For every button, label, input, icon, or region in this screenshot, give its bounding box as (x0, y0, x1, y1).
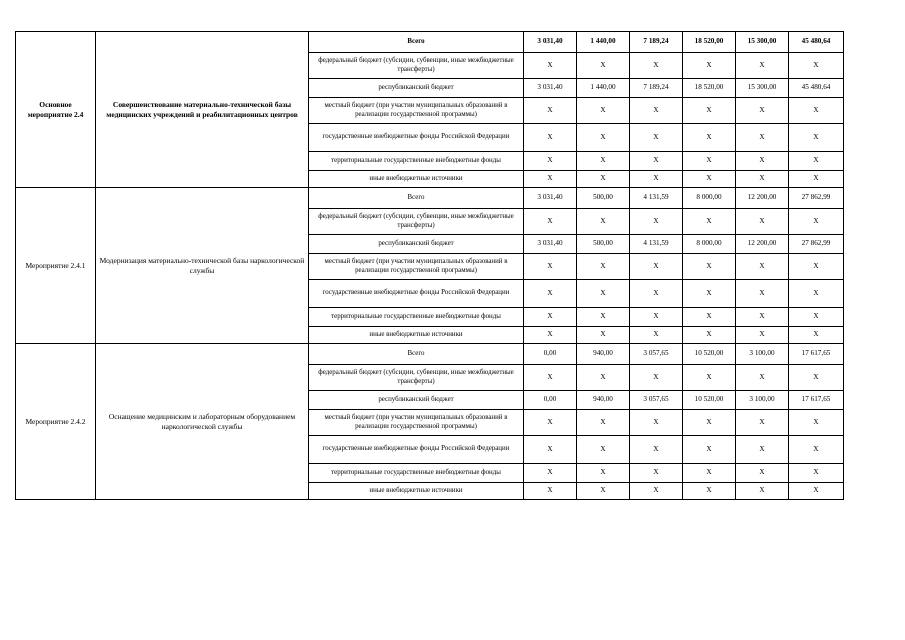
amount-cell: X (524, 327, 577, 344)
amount-cell: 3 031,40 (524, 32, 577, 53)
funding-source-cell: территориальные государственные внебюджетные фонды (309, 152, 524, 171)
amount-cell: 15 300,00 (736, 79, 789, 98)
funding-source-cell: иные внебюджетные источники (309, 171, 524, 188)
amount-cell: X (630, 53, 683, 79)
amount-cell: X (683, 280, 736, 308)
amount-cell: 500,00 (577, 235, 630, 254)
funding-source-cell: республиканский бюджет (309, 235, 524, 254)
amount-cell: X (789, 152, 844, 171)
funding-source-cell: иные внебюджетные источники (309, 327, 524, 344)
amount-cell: X (630, 308, 683, 327)
amount-cell: X (630, 436, 683, 464)
amount-cell: X (683, 171, 736, 188)
amount-cell: X (630, 327, 683, 344)
amount-cell: X (683, 308, 736, 327)
amount-cell: X (789, 436, 844, 464)
amount-cell: X (736, 365, 789, 391)
funding-source-cell: государственные внебюджетные фонды Российской Федерации (309, 280, 524, 308)
amount-cell: X (683, 98, 736, 124)
amount-cell: X (789, 464, 844, 483)
amount-cell: 1 440,00 (577, 32, 630, 53)
amount-cell: X (683, 483, 736, 500)
amount-cell: X (683, 209, 736, 235)
amount-cell: X (736, 53, 789, 79)
amount-cell: X (789, 327, 844, 344)
amount-cell: 10 520,00 (683, 344, 736, 365)
amount-cell: X (683, 436, 736, 464)
amount-cell: X (577, 171, 630, 188)
amount-cell: 8 000,00 (683, 235, 736, 254)
amount-cell: 12 200,00 (736, 235, 789, 254)
amount-cell: X (736, 171, 789, 188)
amount-cell: X (789, 483, 844, 500)
amount-cell: X (577, 327, 630, 344)
amount-cell: X (577, 308, 630, 327)
amount-cell: X (577, 254, 630, 280)
funding-source-cell: местный бюджет (при участии муниципальных образований в реализации государственной программы) (309, 98, 524, 124)
amount-cell: X (524, 209, 577, 235)
amount-cell: X (524, 171, 577, 188)
funding-source-cell: Всего (309, 32, 524, 53)
amount-cell: 4 131,59 (630, 235, 683, 254)
amount-cell: 3 057,65 (630, 344, 683, 365)
amount-cell: 18 520,00 (683, 32, 736, 53)
amount-cell: X (736, 124, 789, 152)
amount-cell: 17 617,65 (789, 344, 844, 365)
amount-cell: X (577, 436, 630, 464)
activity-name-cell: Оснащение медицинским и лабораторным оборудованием наркологической службы (96, 344, 309, 500)
amount-cell: X (630, 171, 683, 188)
amount-cell: 1 440,00 (577, 79, 630, 98)
amount-cell: X (683, 365, 736, 391)
funding-source-cell: республиканский бюджет (309, 79, 524, 98)
amount-cell: X (524, 308, 577, 327)
amount-cell: 17 617,65 (789, 391, 844, 410)
amount-cell: X (630, 365, 683, 391)
amount-cell: X (577, 280, 630, 308)
amount-cell: X (630, 254, 683, 280)
amount-cell: 7 189,24 (630, 32, 683, 53)
amount-cell: X (789, 254, 844, 280)
amount-cell: 940,00 (577, 344, 630, 365)
amount-cell: X (577, 152, 630, 171)
amount-cell: 3 031,40 (524, 188, 577, 209)
amount-cell: 3 100,00 (736, 344, 789, 365)
amount-cell: X (630, 124, 683, 152)
amount-cell: X (683, 464, 736, 483)
activity-name-cell: Совершенствование материально-технической базы медицинских учреждений и реабилитационных центров (96, 32, 309, 188)
amount-cell: X (577, 53, 630, 79)
amount-cell: X (789, 98, 844, 124)
budget-table (15, 31, 844, 500)
amount-cell: 3 057,65 (630, 391, 683, 410)
amount-cell: X (630, 464, 683, 483)
amount-cell: 940,00 (577, 391, 630, 410)
amount-cell: 27 862,99 (789, 235, 844, 254)
amount-cell: X (683, 152, 736, 171)
amount-cell: X (630, 209, 683, 235)
funding-source-cell: местный бюджет (при участии муниципальных образований в реализации государственной программы) (309, 254, 524, 280)
amount-cell: X (524, 365, 577, 391)
amount-cell: 3 031,40 (524, 79, 577, 98)
activity-level-cell: Основное мероприятие 2.4 (16, 32, 96, 188)
amount-cell: 500,00 (577, 188, 630, 209)
funding-source-cell: иные внебюджетные источники (309, 483, 524, 500)
amount-cell: X (736, 464, 789, 483)
funding-source-cell: территориальные государственные внебюджетные фонды (309, 308, 524, 327)
amount-cell: X (736, 308, 789, 327)
funding-source-cell: государственные внебюджетные фонды Российской Федерации (309, 436, 524, 464)
amount-cell: X (789, 53, 844, 79)
amount-cell: X (736, 436, 789, 464)
funding-source-cell: федеральный бюджет (субсидии, субвенции, иные межбюджетные трансферты) (309, 365, 524, 391)
amount-cell: X (524, 436, 577, 464)
amount-cell: 3 031,40 (524, 235, 577, 254)
amount-cell: 4 131,59 (630, 188, 683, 209)
amount-cell: X (736, 483, 789, 500)
amount-cell: 7 189,24 (630, 79, 683, 98)
amount-cell: X (789, 365, 844, 391)
amount-cell: X (736, 280, 789, 308)
amount-cell: X (630, 98, 683, 124)
amount-cell: X (524, 280, 577, 308)
amount-cell: X (789, 410, 844, 436)
amount-cell: X (789, 209, 844, 235)
amount-cell: 15 300,00 (736, 32, 789, 53)
amount-cell: X (736, 152, 789, 171)
activity-level-cell: Мероприятие 2.4.2 (16, 344, 96, 500)
amount-cell: X (524, 98, 577, 124)
amount-cell: X (577, 209, 630, 235)
funding-source-cell: территориальные государственные внебюджетные фонды (309, 464, 524, 483)
amount-cell: X (683, 327, 736, 344)
amount-cell: X (683, 254, 736, 280)
funding-source-cell: местный бюджет (при участии муниципальных образований в реализации государственной программы) (309, 410, 524, 436)
amount-cell: X (630, 410, 683, 436)
amount-cell: X (524, 53, 577, 79)
amount-cell: X (789, 171, 844, 188)
amount-cell: 12 200,00 (736, 188, 789, 209)
amount-cell: X (789, 308, 844, 327)
amount-cell: X (630, 483, 683, 500)
amount-cell: X (630, 152, 683, 171)
amount-cell: X (577, 365, 630, 391)
amount-cell: X (736, 410, 789, 436)
table-row (16, 344, 844, 365)
amount-cell: X (577, 483, 630, 500)
amount-cell: X (524, 152, 577, 171)
amount-cell: X (524, 124, 577, 152)
table-row (16, 188, 844, 209)
amount-cell: X (524, 410, 577, 436)
amount-cell: 3 100,00 (736, 391, 789, 410)
funding-source-cell: республиканский бюджет (309, 391, 524, 410)
amount-cell: 10 520,00 (683, 391, 736, 410)
amount-cell: X (577, 124, 630, 152)
funding-source-cell: федеральный бюджет (субсидии, субвенции, иные межбюджетные трансферты) (309, 53, 524, 79)
table-body (16, 32, 844, 500)
amount-cell: X (577, 410, 630, 436)
activity-level-cell: Мероприятие 2.4.1 (16, 188, 96, 344)
amount-cell: 0,00 (524, 344, 577, 365)
amount-cell: X (524, 483, 577, 500)
amount-cell: 45 480,64 (789, 79, 844, 98)
funding-source-cell: государственные внебюджетные фонды Российской Федерации (309, 124, 524, 152)
funding-source-cell: Всего (309, 188, 524, 209)
amount-cell: X (524, 464, 577, 483)
amount-cell: X (577, 464, 630, 483)
amount-cell: X (683, 410, 736, 436)
amount-cell: X (577, 98, 630, 124)
funding-source-cell: Всего (309, 344, 524, 365)
amount-cell: X (736, 98, 789, 124)
amount-cell: 0,00 (524, 391, 577, 410)
table-row (16, 32, 844, 53)
amount-cell: X (736, 327, 789, 344)
amount-cell: X (683, 124, 736, 152)
amount-cell: X (736, 209, 789, 235)
amount-cell: 45 480,64 (789, 32, 844, 53)
amount-cell: X (789, 124, 844, 152)
funding-source-cell: федеральный бюджет (субсидии, субвенции, иные межбюджетные трансферты) (309, 209, 524, 235)
activity-name-cell: Модернизация материально-технической базы наркологической службы (96, 188, 309, 344)
amount-cell: X (683, 53, 736, 79)
amount-cell: X (789, 280, 844, 308)
amount-cell: 18 520,00 (683, 79, 736, 98)
amount-cell: 27 862,99 (789, 188, 844, 209)
amount-cell: X (630, 280, 683, 308)
amount-cell: 8 000,00 (683, 188, 736, 209)
amount-cell: X (524, 254, 577, 280)
amount-cell: X (736, 254, 789, 280)
